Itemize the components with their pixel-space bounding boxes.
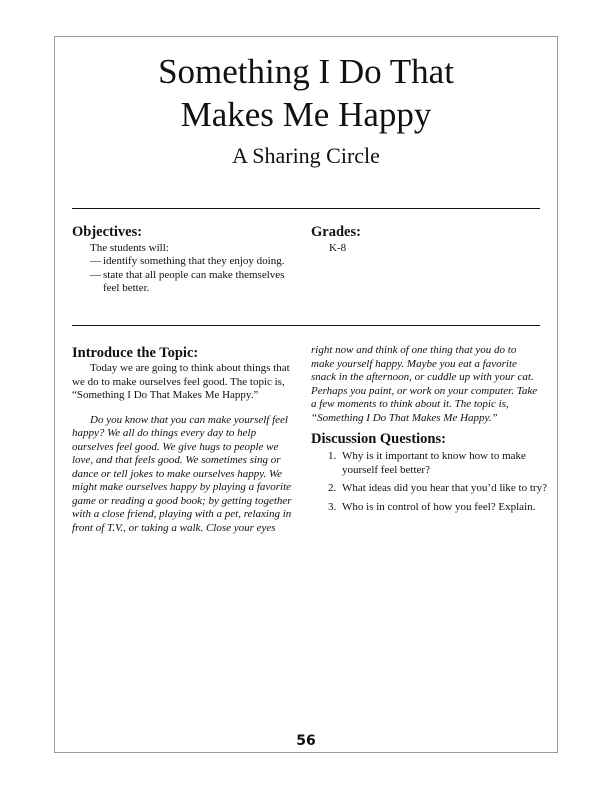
objective-item — [90, 269, 290, 296]
introduce-script-continued: right now and think of one thing that you do to make yourself happy. Maybe you eat a favorite snack in the afternoon, or cuddle up with your cat. Perhaps you paint, or work on your computer. Take a few moments to think about it. The topic is, “Something I Do That Makes Me Happy.” — [311, 344, 538, 424]
dash-bullet: — — [90, 268, 101, 281]
question-number: 2. — [328, 482, 337, 494]
objective-text: identify something that they enjoy doing. — [103, 255, 285, 267]
objectives-intro: The students will: — [90, 242, 169, 254]
discussion-questions — [328, 450, 550, 519]
question-item — [328, 482, 550, 496]
page-subtitle: A Sharing Circle — [232, 143, 380, 168]
question-number: 1. — [328, 450, 337, 462]
question-item — [328, 501, 550, 515]
top-divider — [72, 208, 540, 209]
page-number: 56 — [296, 733, 316, 749]
left-column — [72, 362, 294, 535]
discussion-heading: Discussion Questions: — [311, 431, 446, 447]
page-title-line-1: Something I Do That — [158, 52, 454, 91]
objective-text: state that all people can make themselves feel better. — [103, 268, 285, 294]
grades-value: K-8 — [329, 242, 347, 254]
introduce-script: Do you know that you can make yourself feel happy? We all do things every day to help ourselves feel good. We give hugs to people we love, and that feels good. We sometimes sing or dance or tell jokes to make ourselves happy. We might make ourselves happy by playing a favorite game or reading a good book; by getting together with a close friend, playing with a pet, relaxing in front of T.V., or taking a walk. Close your eyes — [72, 413, 292, 534]
grades-heading: Grades: — [311, 224, 361, 240]
objective-item — [90, 255, 290, 269]
introduce-paragraph: Today we are going to think about things that we do to make ourselves feel good. The topic is, “Something I Do That Makes Me Happy.” — [72, 362, 290, 401]
question-item — [328, 450, 550, 477]
page-title-line-2: Makes Me Happy — [180, 95, 432, 134]
introduce-heading: Introduce the Topic: — [72, 345, 199, 361]
question-text: What ideas did you hear that you’d like to try? — [342, 482, 547, 494]
objectives-heading: Objectives: — [72, 224, 143, 240]
dash-bullet: — — [90, 255, 101, 267]
question-text: Why is it important to know how to make yourself feel better? — [342, 450, 526, 476]
middle-divider — [72, 325, 540, 326]
question-text: Who is in control of how you feel? Explain. — [342, 500, 536, 513]
question-number: 3. — [328, 500, 337, 513]
objectives-list — [90, 255, 290, 296]
